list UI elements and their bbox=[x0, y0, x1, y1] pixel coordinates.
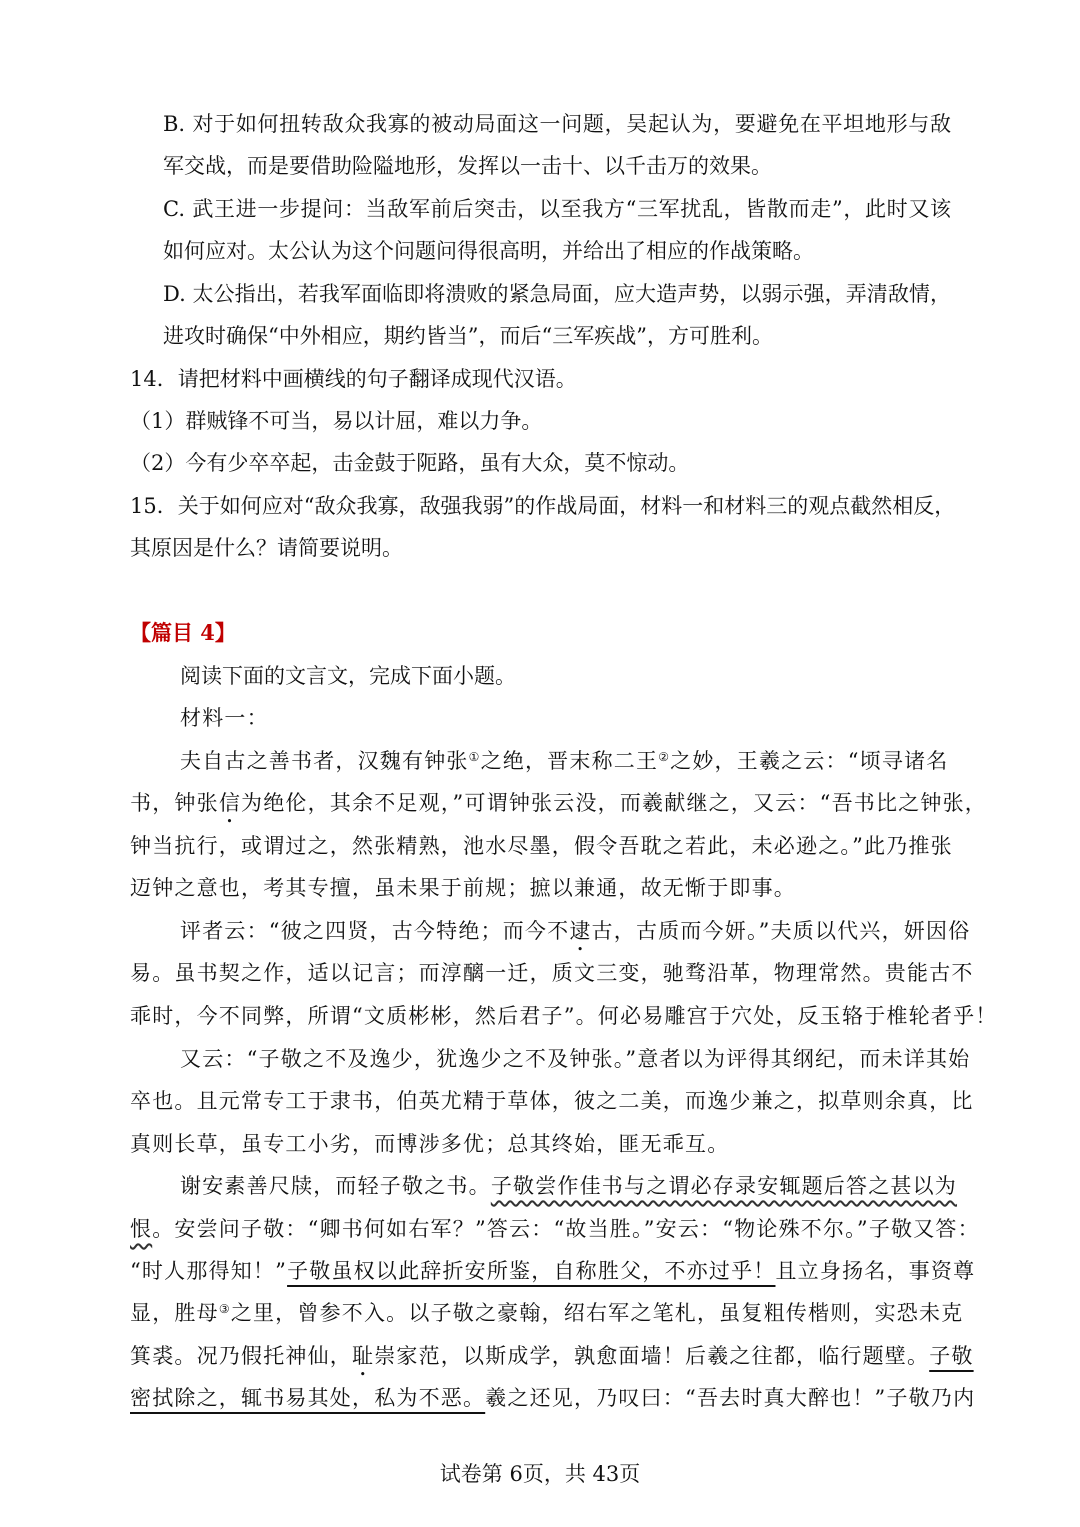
underlined-sentence-2-end: 密拭除之，辄书易其处，私为不恶。 bbox=[130, 1386, 486, 1410]
question-15-line-2: 其原因是什么？请简要说明。 bbox=[130, 536, 403, 560]
footnote-marker-2: ② bbox=[658, 750, 671, 764]
passage-p4-line-6: 密拭除之，辄书易其处，私为不恶。羲之还见，乃叹曰：“吾去时真大醉也！”子敬乃内 bbox=[130, 1386, 976, 1410]
emphasis-char: 信 bbox=[218, 791, 242, 815]
emphasis-char: 耻 bbox=[352, 1344, 375, 1368]
passage-p1-line-4: 迈钟之意也，考其专擅，虽未果于前规；摭以兼通，故无惭于即事。 bbox=[130, 876, 796, 900]
option-c-line-2: 如何应对。太公认为这个问题问得很高明，并给出了相应的作战策略。 bbox=[163, 239, 814, 263]
passage-p4-line-1: 谢安素善尺牍，而轻子敬之书。子敬尝作佳书与之谓必存录安辄题后答之甚以为 bbox=[180, 1174, 958, 1198]
passage-p3-line-2: 卒也。且元常专工于隶书，伯英尤精于草体，彼之二美，而逸少兼之，拟草则余真，比 bbox=[130, 1089, 974, 1113]
passage-p4-line-4: 显，胜母③之里，曾参不入。以子敬之豪翰，绍右军之笔札，虽复粗传楷则，实恐未克 bbox=[130, 1301, 964, 1325]
emphasis-char: 逮 bbox=[569, 919, 592, 943]
passage-p2-line-1: 评者云：“彼之四贤，古今特绝；而今不逮古，古质而今妍。”夫质以代兴，妍因俗 bbox=[180, 919, 971, 943]
question-15-line-1: 15．关于如何应对“敌众我寡，敌强我弱”的作战局面，材料一和材料三的观点截然相反， bbox=[130, 494, 956, 518]
option-c-line-1: C. 武王进一步提问：当敌军前后突击，以至我方“三军扰乱，皆散而走”，此时又该 bbox=[163, 197, 951, 221]
passage-p4-line-2: 恨。安尝问子敬：“卿书何如右军？”答云：“故当胜。”安云：“物论殊不尔。”子敬又答： bbox=[130, 1217, 980, 1241]
passage-p4-line-5: 箕裘。况乃假托神仙，耻崇家范，以斯成学，孰愈面墙！后羲之往都，临行题壁。子敬 bbox=[130, 1344, 974, 1368]
passage-p1-line-2: 书，钟张信为绝伦，其余不足观，”可谓钟张云没，而羲献继之，又云：“吾书比之钟张， bbox=[130, 791, 987, 815]
option-b-line-2: 军交战，而是要借助险隘地形，发挥以一击十、以千击万的效果。 bbox=[163, 154, 772, 178]
passage-p1-line-1: 夫自古之善书者，汉魏有钟张①之绝，晋末称二王②之妙，王羲之云：“顷寻诸名 bbox=[180, 749, 949, 773]
wavy-underlined-sentence: 子敬尝作佳书与之谓必存录安辄题后答之甚以为 bbox=[490, 1174, 958, 1198]
footnote-marker-1: ① bbox=[468, 750, 481, 764]
passage-p3-line-1: 又云：“子敬之不及逸少，犹逸少之不及钟张。”意者以为评得其纲纪，而未详其始 bbox=[180, 1047, 971, 1071]
underlined-sentence-1: 子敬虽权以此辞折安所鉴，自称胜父，不亦过乎！ bbox=[287, 1259, 776, 1283]
reading-instruction: 阅读下面的文言文，完成下面小题。 bbox=[180, 664, 516, 688]
option-d-line-1: D. 太公指出，若我军面临即将溃败的紧急局面，应大造声势，以弱示强，弄清敌情， bbox=[163, 282, 951, 306]
option-d-line-2: 进攻时确保“中外相应，期约皆当”，而后“三军疾战”，方可胜利。 bbox=[163, 324, 773, 348]
option-b-line-1: B. 对于如何扭转敌众我寡的被动局面这一问题，吴起认为，要避免在平坦地形与敌 bbox=[163, 112, 951, 136]
passage-p4-line-3: “时人那得知！”子敬虽权以此辞折安所鉴，自称胜父，不亦过乎！且立身扬名，事资尊 bbox=[130, 1259, 976, 1283]
section-heading: 【篇目 4】 bbox=[130, 620, 236, 645]
passage-p3-line-3: 真则长草，虽专工小劣，而博涉多优；总其终始，匪无乖互。 bbox=[130, 1132, 730, 1156]
footnote-marker-3: ③ bbox=[218, 1302, 231, 1316]
underlined-sentence-2-start: 子敬 bbox=[929, 1344, 974, 1368]
question-14-sentence-2: （2）今有少卒卒起，击金鼓于阨路，虽有大众，莫不惊动。 bbox=[130, 451, 690, 475]
page-footer: 试卷第 6页，共 43页 bbox=[439, 1462, 641, 1486]
passage-p2-line-3: 乖时，今不同弊，所谓“文质彬彬，然后君子”。何必易雕宫于穴处，反玉辂于椎轮者乎！ bbox=[130, 1004, 998, 1028]
material-label: 材料一： bbox=[180, 706, 269, 730]
passage-p1-line-3: 钟当抗行，或谓过之，然张精熟，池水尽墨，假令吾耽之若此，未必逊之。”此乃推张 bbox=[130, 834, 953, 858]
question-14-sentence-1: （1）群贼锋不可当，易以计屈，难以力争。 bbox=[130, 409, 543, 433]
question-14-stem: 14．请把材料中画横线的句子翻译成现代汉语。 bbox=[130, 367, 577, 391]
passage-p2-line-2: 易。虽书契之作，适以记言；而淳醨一迁，质文三变，驰骛沿革，物理常然。贵能古不 bbox=[130, 961, 974, 985]
